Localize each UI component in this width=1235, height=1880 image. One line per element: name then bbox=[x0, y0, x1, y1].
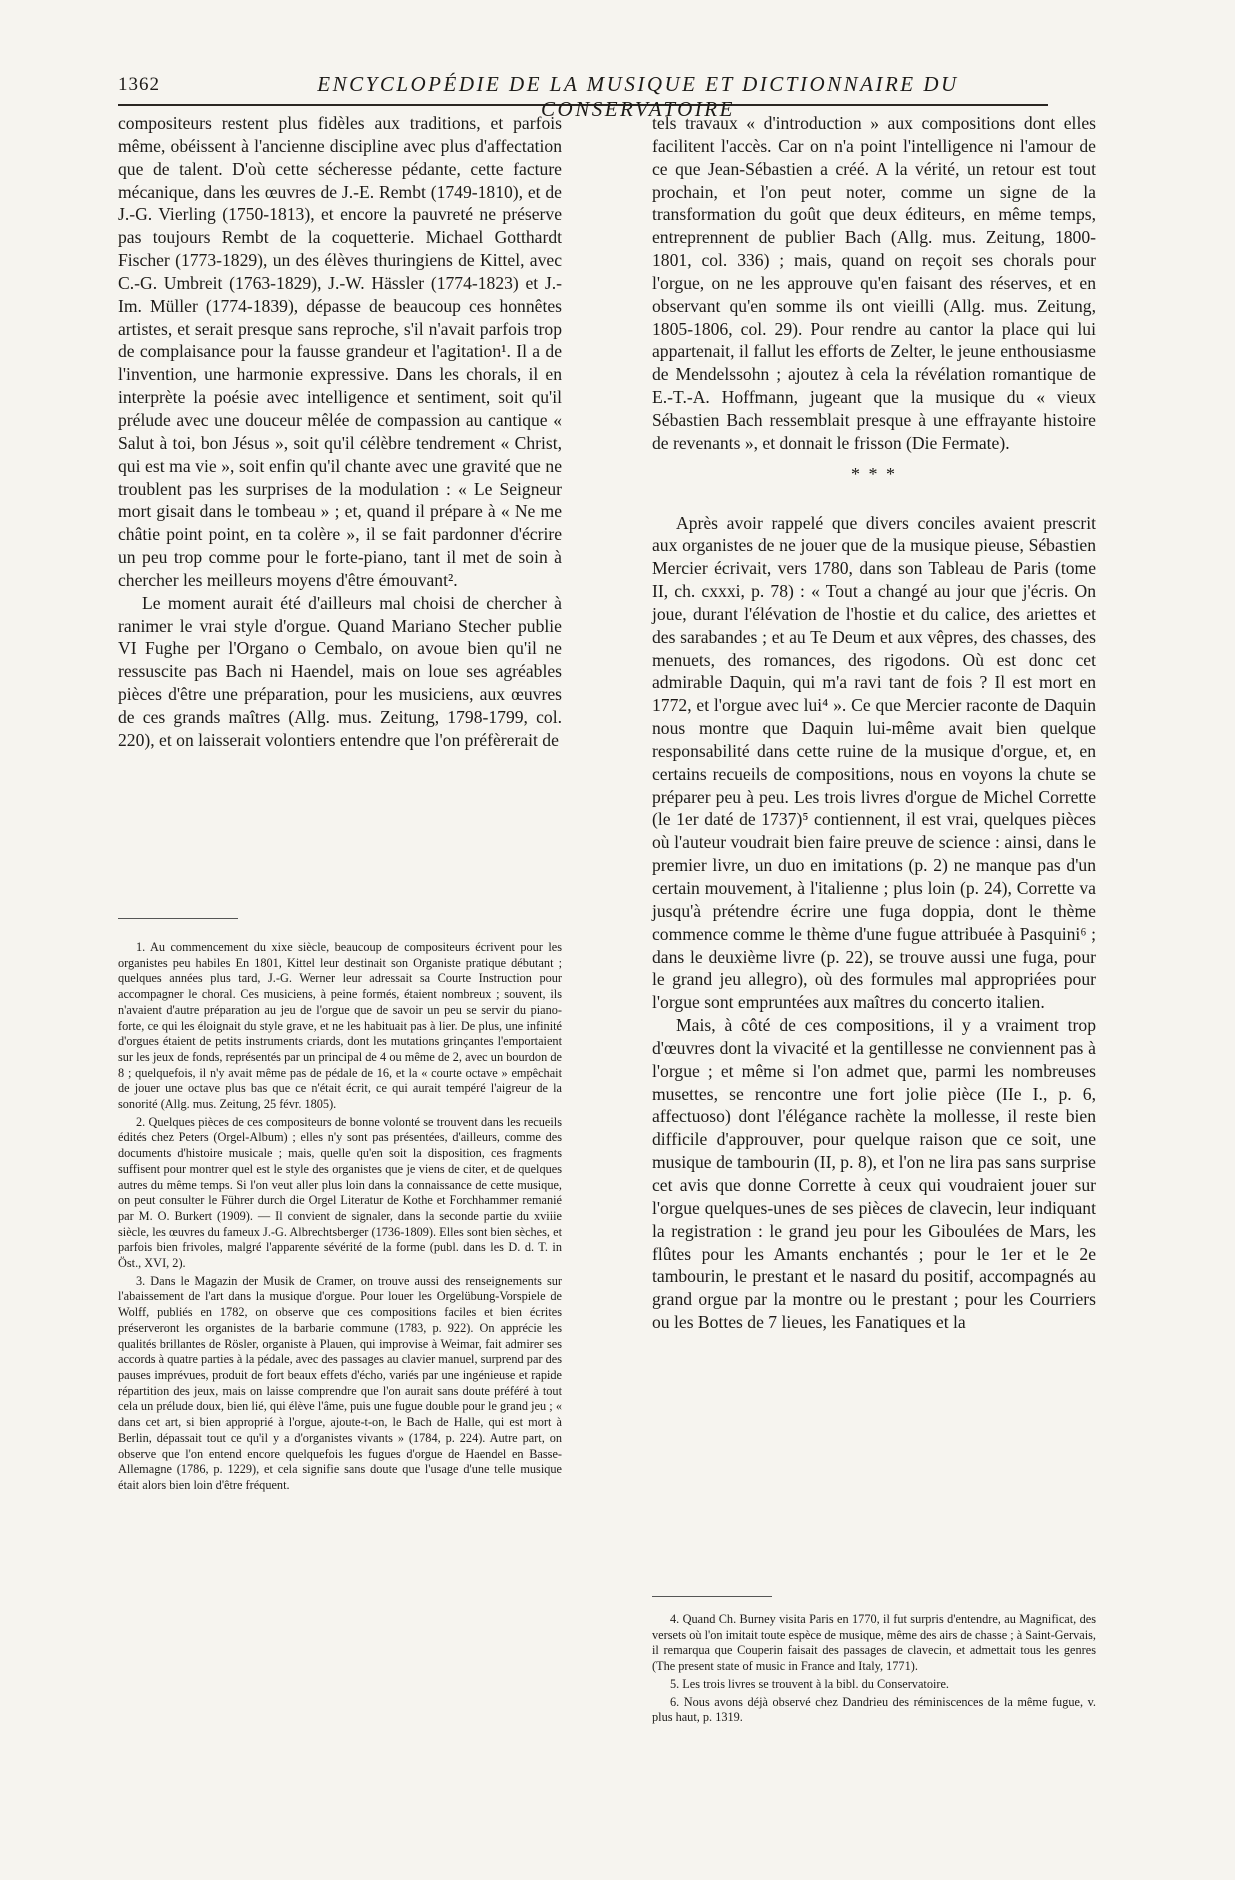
right-column bbox=[652, 112, 1096, 1334]
footnote: 2. Quelques pièces de ces compositeurs de bonne volonté se trouvent dans les recueils édités chez Peters (Orgel-Album) ; elles n'y sont pas présentées, d'ailleurs, comme des documents d'histoire musicale ; mais, quelle qu'en soit la disposition, ces fragments suffisent pour montrer quel est le style des organistes que je viens de citer, et de quelques autres du même temps. Si l'on veut aller plus loin dans la connaissance de cette musique, on peut consulter le Führer durch die Orgel Literatur de Kothe et Forchhammer remanié par M. O. Burkert (1909). — Il convient de signaler, dans la seconde partie du xviiie siècle, les œuvres du fameux J.-G. Albrechtsberger (1736-1809). Elles sont bien sèches, et parfois bien frivoles, malgré l'apparente sévérité de la forme (publ. dans les D. d. T. in Öst., XVI, 2). bbox=[118, 1114, 562, 1271]
paragraph: compositeurs restent plus fidèles aux traditions, et parfois même, obéissent à l'ancienne discipline avec plus d'affectation que de talent. D'où cette sécheresse pédante, cette facture mécanique, dans les œuvres de J.-E. Rembt (1749-1810), et de J.-G. Vierling (1750-1813), et encore la pauvreté ne préserve pas toujours Rembt de la coquetterie. Michael Gotthardt Fischer (1773-1829), un des élèves thuringiens de Kittel, avec C.-G. Umbreit (1763-1829), J.-W. Hässler (1774-1823) et J.-Im. Müller (1774-1839), dépasse de beaucoup ces honnêtes artistes, et serait presque sans reproche, s'il n'avait parfois trop de complaisance pour la fausse grandeur et l'agitation¹. Il a de l'invention, une harmonie expressive. Dans les chorals, il en interprète la poésie avec intelligence et sentiment, soit qu'il prélude avec une douceur mêlée de compassion au cantique « Salut à toi, bon Jésus », soit qu'il célèbre tendrement « Christ, qui est ma vie », soit enfin qu'il chante avec une gravité que ne troublent pas les surprises de la modulation : « Le Seigneur mort gisait dans le tombeau » ; et, quand il prépare à « Ne me châtie point point, en ta colère », il se fait pardonner d'écrire un peu trop comme pour le forte-piano, tant il met de soin à chercher les meilleurs moyens d'être émouvant². bbox=[118, 113, 562, 590]
paragraph: Mais, à côté de ces compositions, il y a vraiment trop d'œuvres dont la vivacité et la gentillesse ne conviennent pas à l'orgue ; et même si l'on admet que, parmi les nombreuses musettes, se rencontre une fort jolie pièce (IIe I., p. 6, affectuoso) dont l'élégance rachète la mollesse, il reste bien difficile d'approuver, pour quelque raison que ce soit, une musique de tambourin (II, p. 8), et l'on ne lira pas sans surprise cet avis que donne Corrette à ceux qui voudraient jouer sur l'orgue quelques-unes de ses pièces de clavecin, leur indiquant la registration : le grand jeu pour les Giboulées de Mars, les flûtes pour les Amants enchantés ; pour le 1er et le 2e tambourin, le prestant et le nasard du positif, accompagnés au grand orgue par la montre ou le prestant ; pour les Courriers ou les Bottes de 7 lieues, les Fanatiques et la bbox=[652, 1015, 1096, 1333]
footnotes-left bbox=[118, 940, 562, 1494]
left-column bbox=[118, 112, 562, 752]
footnote: 6. Nous avons déjà observé chez Dandrieu des réminiscences de la même fugue, v. plus haut, p. 1319. bbox=[652, 1694, 1096, 1725]
footnotes-right bbox=[652, 1612, 1096, 1726]
running-header bbox=[118, 72, 1048, 121]
footnote-divider bbox=[118, 918, 238, 919]
running-title: ENCYCLOPÉDIE DE LA MUSIQUE ET DICTIONNAIRE DU CONSERVATOIRE bbox=[317, 72, 959, 121]
paragraph: tels travaux « d'introduction » aux compositions dont elles facilitent l'accès. Car on n'a point l'intelligence ni l'amour de ce que Jean-Sébastien a créé. A la vérité, un retour est tout prochain, et l'on peut noter, comme un signe de la transformation du goût que deux éditeurs, en même temps, entreprennent de publier Bach (Allg. mus. Zeitung, 1800-1801, col. 336) ; mais, quand on reçoit ses chorals pour l'orgue, on ne les approuve qu'en faisant des réserves, et en observant qu'en somme ils ont vieilli (Allg. mus. Zeitung, 1805-1806, col. 29). Pour rendre au cantor la place qui lui appartenait, il fallut les efforts de Zelter, le jeune enthousiasme de Mendelssohn ; ajoutez à cela la révélation romantique de E.-T.-A. Hoffmann, jugeant que la musique du « vieux Sébastien Bach ressemblait presque à une effrayante histoire de revenants », et donnait le frisson (Die Fermate). bbox=[652, 113, 1096, 453]
footnote: 3. Dans le Magazin der Musik de Cramer, on trouve aussi des renseignements sur l'abaissement de l'art dans la musique d'orgue. Pour louer les Orgelübung-Vorspiele de Wolff, publiés en 1782, on observe que ces compositions faciles et bien écrites préserveront les organistes de la barbarie commune (1783, p. 922). On apprécie les qualités brillantes de Rösler, organiste à Plauen, qui improvise à Weimar, fait admirer ses accords à quatre parties à la pédale, avec des passages au clavier manuel, surprend par des pauses imprévues, produit de fort beaux effets d'écho, variés par une ingénieuse et rapide répartition des jeux, mais on laisse comprendre que l'on aurait sans doute préféré à tout cela un prélude doux, bien lié, qui élève l'âme, puis une fugue double pour le grand jeu ; « dans cet art, si bien approprié à l'orgue, ajoute-t-on, le Bach de Halle, qui est mort à Berlin, dépassait tout ce qu'il y a d'organistes vivants » (1784, p. 224). Autre part, on observe que l'on entend encore quelquefois les fugues d'orgue de Haendel en Basse-Allemagne (1786, p. 1229), et cela signifie sans doute que l'usage d'une telle musique était alors bien loin d'être fréquent. bbox=[118, 1273, 562, 1492]
footnote: 1. Au commencement du xixe siècle, beaucoup de compositeurs écrivent pour les organistes peu habiles En 1801, Kittel leur destinait son Organiste pratique débutant ; quelques années plus tard, J.-G. Werner leur adressait sa Courte Instruction pour accompagner le choral. Ces musiciens, à peine formés, étaient nombreux ; souvent, ils n'avaient d'autre préparation au jeu de l'orgue que de savoir un peu se servir du piano-forte, ce qui les éloignait du style grave, et ne les habituait pas à lier. De plus, une infinité d'orgues étaient de petits instruments criards, dont les mutations grinçantes l'emportaient sur les jeux de fonds, représentés par un principal de 4 ou même de 2, avec un bourdon de 8 ; quelquefois, il n'y avait même pas de pédale de 16, et la « courte octave » empêchait de jouer une octave plus bas que ce n'était écrit, ce qui aurait tempéré l'aigreur de la sonorité (Allg. mus. Zeitung, 25 févr. 1805). bbox=[118, 940, 562, 1112]
footnote: 4. Quand Ch. Burney visita Paris en 1770, il fut surpris d'entendre, au Magnificat, des versets où l'on imitait toute espèce de musique, même des airs de chasse ; à Saint-Gervais, il remarqua que Couperin faisait des passages de clavecin, et admettait tous les genres (The present state of music in France and Italy, 1771). bbox=[652, 1612, 1096, 1674]
paragraph: Après avoir rappelé que divers conciles avaient prescrit aux organistes de ne jouer que de la musique pieuse, Sébastien Mercier écrivait, vers 1780, dans son Tableau de Paris (tome II, ch. cxxxi, p. 78) : « Tout a changé au jour que j'écris. On joue, durant l'élévation de l'hostie et du calice, des ariettes et des sarabandes ; et au Te Deum et aux vêpres, des chasses, des menuets, des romances, des rigodons. Où est donc cet admirable Daquin, qui m'a ravi tant de fois ? Il est mort en 1772, et l'orgue avec lui⁴ ». Ce que Mercier raconte de Daquin nous montre que Daquin lui-même avait bien quelque responsabilité dans cette ruine de la musique d'orgue, et, en certains recueils de compositions, nous en voyons la chute se préparer peu à peu. Les trois livres d'orgue de Michel Corrette (le 1er daté de 1737)⁵ contiennent, il est vrai, quelques pièces où l'auteur voudrait bien faire preuve de science : ainsi, dans le premier livre, un duo en imitations (p. 2) ne manque pas d'un certain mouvement, à l'italienne ; plus loin (p. 24), Corrette va jusqu'à prétendre écrire une fuga doppia, dont le thème commence comme le thème d'une fugue attribuée à Pasquini⁶ ; dans le deuxième livre (p. 22), se trouve aussi une fuga, pour le grand jeu allegro), où des formules mal appropriées pour l'orgue sont empruntées aux maîtres du concerto italien. bbox=[652, 512, 1096, 1013]
footnote-divider bbox=[652, 1596, 772, 1597]
asterism: * * * bbox=[851, 463, 897, 484]
footnote: 5. Les trois livres se trouvent à la bibl. du Conservatoire. bbox=[670, 1676, 950, 1691]
page-number: 1362 bbox=[118, 74, 160, 95]
paragraph: Le moment aurait été d'ailleurs mal choisi de chercher à ranimer le vrai style d'orgue. Quand Mariano Stecher publie VI Fughe per l'Organo o Cembalo, on avoue bien qu'il ne ressuscite pas Bach ni Haendel, mais on loue ses agréables pièces d'être une préparation, pour les musiciens, aux œuvres de ces grands maîtres (Allg. mus. Zeitung, 1798-1799, col. 220), et on laisserait volontiers entendre que l'on préfèrerait de bbox=[118, 592, 562, 750]
